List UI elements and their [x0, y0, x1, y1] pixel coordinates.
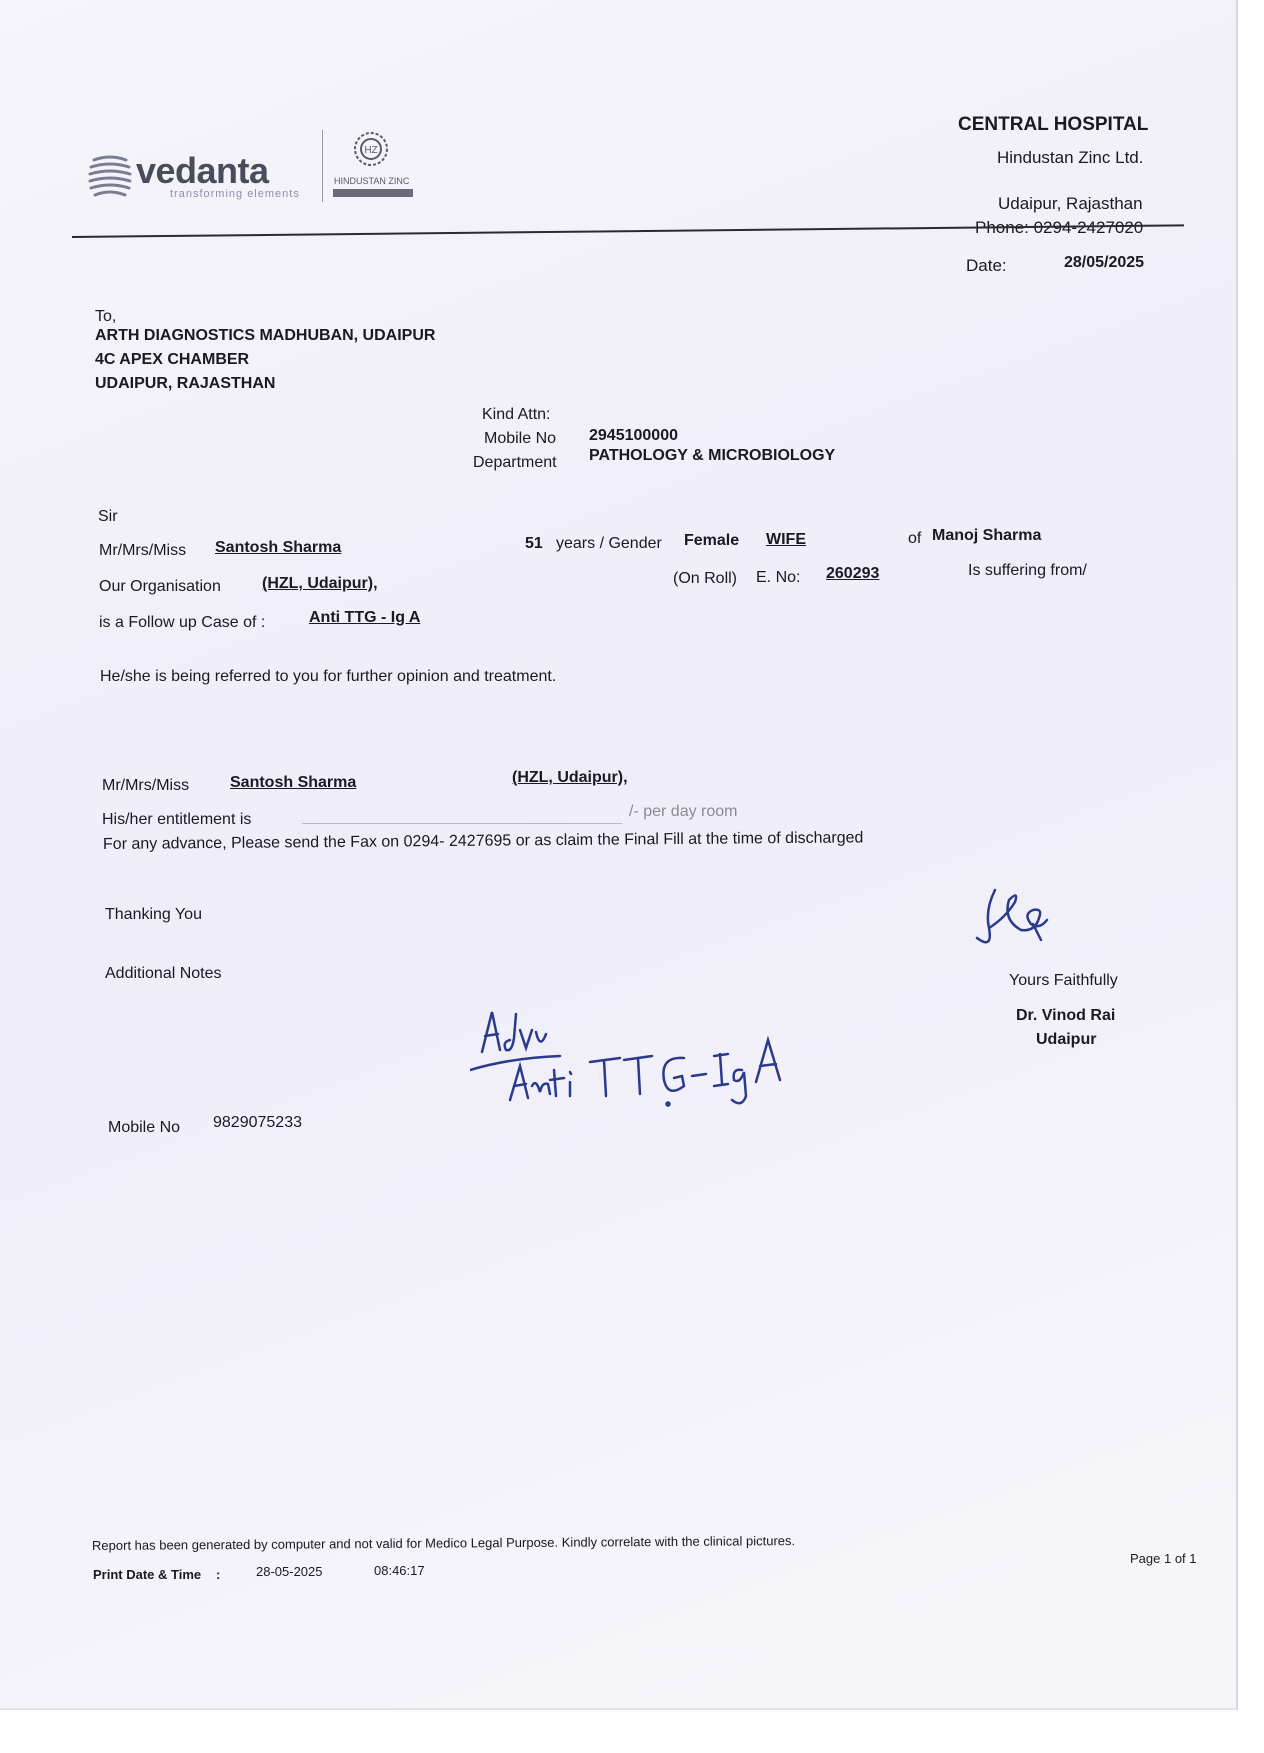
employee-name: Manoj Sharma — [932, 527, 1042, 544]
contact-mobile-value: 9829075233 — [213, 1114, 302, 1131]
department-label: Department — [473, 454, 557, 471]
hospital-name: CENTRAL HOSPITAL — [958, 114, 1149, 135]
logo-divider — [322, 130, 323, 202]
eno-label: E. No: — [756, 569, 801, 586]
kind-attn-label: Kind Attn: — [482, 406, 551, 423]
per-day-room: /- per day room — [629, 803, 738, 820]
brand-tagline: transforming elements — [170, 188, 300, 200]
print-time: 08:46:17 — [374, 1563, 425, 1578]
doctor-name: Dr. Vinod Rai — [1016, 1007, 1116, 1024]
entitlement-patient-name: Santosh Sharma — [230, 774, 357, 791]
followup-label: is a Follow up Case of : — [99, 614, 266, 631]
organisation-label: Our Organisation — [99, 578, 221, 595]
followup-value: Anti TTG - Ig A — [309, 609, 421, 626]
entitlement-label: His/her entitlement is — [102, 811, 252, 828]
entitlement-blank-line — [302, 823, 622, 824]
referral-text: He/she is being referred to you for further opinion and treatment. — [100, 668, 557, 685]
addressee-line-2: 4C APEX CHAMBER — [95, 351, 250, 368]
hospital-phone: Phone: 0294-2427020 — [975, 218, 1144, 237]
patient-gender: Female — [684, 532, 740, 549]
svg-text:HZ: HZ — [364, 145, 378, 156]
salutation: Sir — [98, 508, 118, 525]
entitlement-org: (HZL, Udaipur), — [512, 769, 628, 786]
patient-relation: WIFE — [766, 531, 806, 548]
handwritten-note — [470, 1000, 800, 1110]
years-gender-label: years / Gender — [556, 535, 662, 552]
patient-name: Santosh Sharma — [215, 539, 342, 556]
attn-mobile-label: Mobile No — [484, 430, 557, 447]
patient-age: 51 — [525, 535, 543, 552]
contact-mobile-label: Mobile No — [108, 1119, 181, 1136]
hindustan-zinc-emblem-icon — [353, 131, 389, 167]
title-label: Mr/Mrs/Miss — [99, 542, 187, 559]
additional-notes-label: Additional Notes — [105, 965, 222, 982]
print-colon: : — [216, 1567, 221, 1582]
company-name: Hindustan Zinc Ltd. — [997, 148, 1144, 167]
page-number: Page 1 of 1 — [1130, 1551, 1197, 1566]
letter-date: 28/05/2025 — [1064, 254, 1145, 271]
thanking-you: Thanking You — [105, 906, 202, 923]
attn-mobile-value: 2945100000 — [589, 427, 678, 444]
addressee-line-3: UDAIPUR, RAJASTHAN — [95, 375, 276, 392]
advance-instructions: For any advance, Please send the Fax on 0294- 2427695 or as claim the Final Fill at the time of discharged — [102, 829, 864, 853]
date-label: Date: — [966, 256, 1007, 275]
vedanta-logo-icon — [88, 152, 132, 200]
brand-name: vedanta — [136, 150, 269, 191]
yours-faithfully: Yours Faithfully — [1009, 972, 1118, 989]
to-label: To, — [95, 308, 117, 325]
department-value: PATHOLOGY & MICROBIOLOGY — [589, 447, 836, 464]
organisation-value: (HZL, Udaipur), — [262, 575, 378, 592]
hospital-city: Udaipur, Rajasthan — [998, 194, 1143, 213]
suffering-label: Is suffering from/ — [968, 562, 1087, 579]
doctor-signature — [975, 880, 1085, 960]
partner-band — [333, 189, 413, 197]
doctor-city: Udaipur — [1036, 1031, 1097, 1048]
of-label: of — [908, 530, 922, 547]
addressee-line-1: ARTH DIAGNOSTICS MADHUBAN, UDAIPUR — [95, 327, 436, 344]
partner-name: HINDUSTAN ZINC — [334, 176, 410, 186]
print-date-label: Print Date & Time — [93, 1567, 202, 1582]
entitlement-title-label: Mr/Mrs/Miss — [102, 777, 190, 794]
eno-value: 260293 — [826, 565, 880, 582]
footer-disclaimer: Report has been generated by computer and not valid for Medico Legal Purpose. Kindly correlate with the clinical pictures. — [91, 1533, 796, 1553]
on-roll-label: (On Roll) — [673, 570, 738, 587]
print-date: 28-05-2025 — [256, 1564, 323, 1579]
